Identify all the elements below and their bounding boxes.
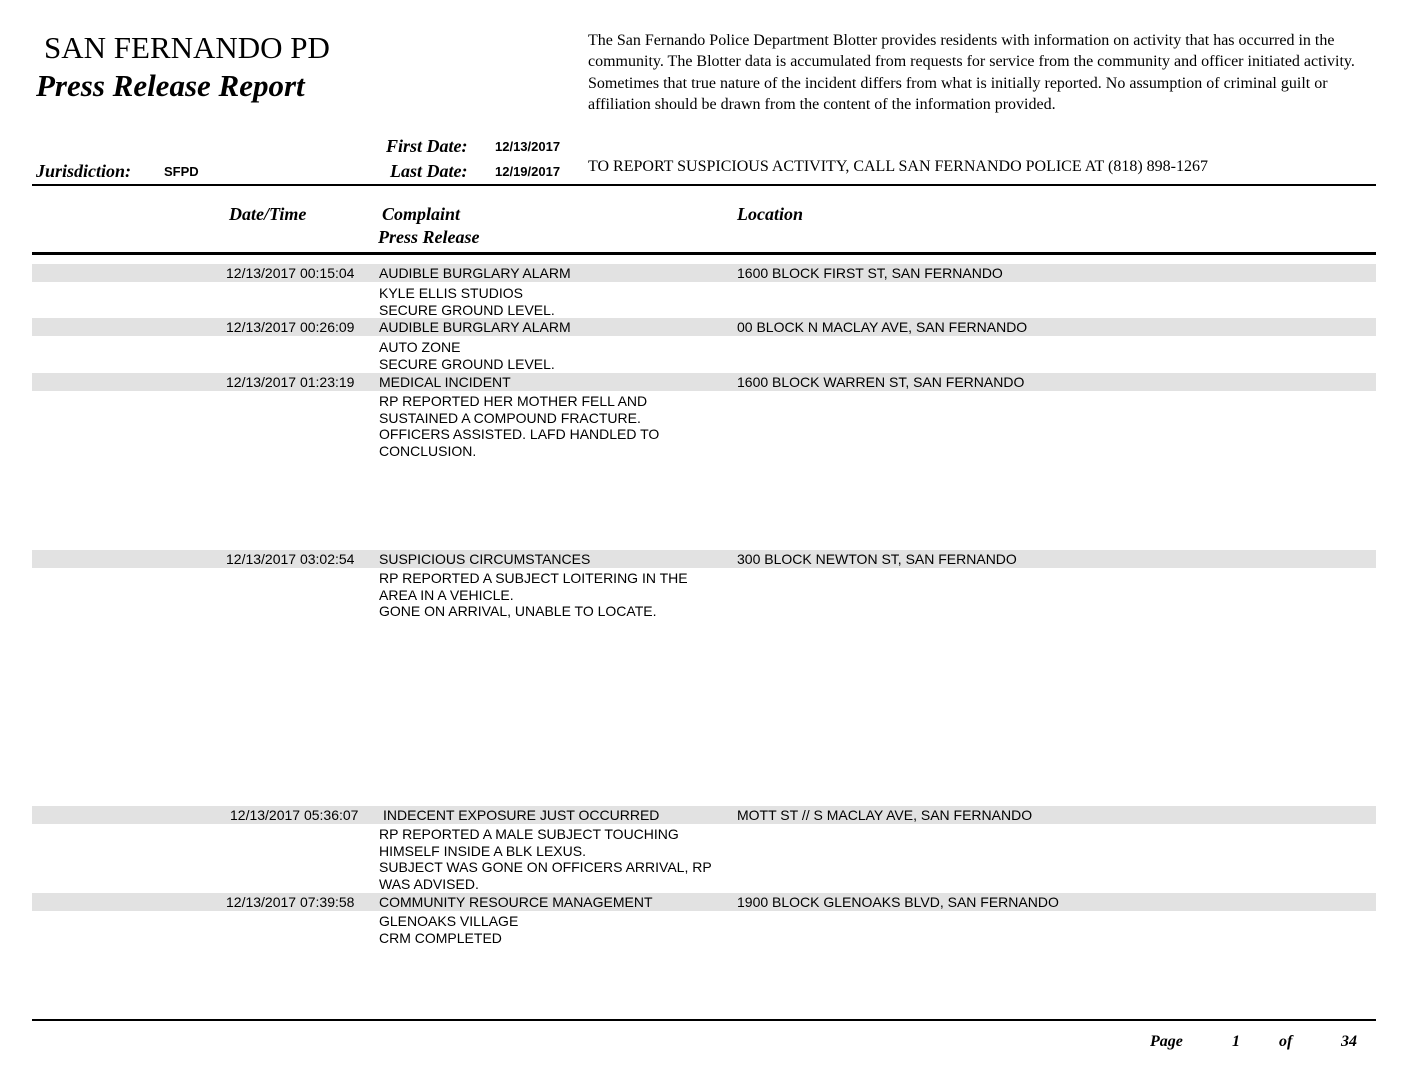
of-label: of: [1279, 1033, 1293, 1050]
entry-location: 1600 BLOCK FIRST ST, SAN FERNANDO: [737, 265, 1003, 281]
first-date-value: 12/13/2017: [495, 139, 561, 154]
entry-location: 00 BLOCK N MACLAY AVE, SAN FERNANDO: [737, 319, 1028, 335]
entry-datetime: 12/13/2017 00:26:09: [226, 319, 355, 335]
page-label: Page: [1150, 1033, 1183, 1050]
report-notice: TO REPORT SUSPICIOUS ACTIVITY, CALL SAN FERNANDO POLICE AT (818) 898-1267: [588, 158, 1208, 175]
jurisdiction-value: SFPD: [164, 164, 199, 179]
footer-divider: [32, 1019, 1376, 1021]
entry-complaint: COMMUNITY RESOURCE MANAGEMENT: [379, 894, 653, 910]
entry-complaint: AUDIBLE BURGLARY ALARM: [379, 319, 571, 335]
entry-press-release: AUTO ZONE SECURE GROUND LEVEL.: [379, 339, 555, 372]
entry-complaint: INDECENT EXPOSURE JUST OCCURRED: [383, 807, 660, 823]
entry-datetime: 12/13/2017 07:39:58: [226, 894, 355, 910]
last-date-label: Last Date:: [390, 161, 468, 181]
entry-complaint: SUSPICIOUS CIRCUMSTANCES: [379, 551, 591, 567]
entry-datetime: 12/13/2017 03:02:54: [226, 551, 355, 567]
column-header-press-release: Press Release: [378, 227, 480, 247]
column-header-divider: [32, 252, 1376, 255]
entry-complaint: MEDICAL INCIDENT: [379, 374, 511, 390]
entry-complaint: AUDIBLE BURGLARY ALARM: [379, 265, 571, 281]
org-name: SAN FERNANDO PD: [44, 30, 330, 65]
first-date-label: First Date:: [386, 136, 468, 156]
column-header-complaint: Complaint: [382, 204, 461, 224]
entry-datetime: 12/13/2017 05:36:07: [230, 807, 359, 823]
entry-press-release: GLENOAKS VILLAGE CRM COMPLETED: [379, 913, 519, 946]
entry-datetime: 12/13/2017 01:23:19: [226, 374, 355, 390]
entry-location: MOTT ST // S MACLAY AVE, SAN FERNANDO: [737, 807, 1033, 823]
entry-press-release: RP REPORTED A MALE SUBJECT TOUCHING HIMSELF INSIDE A BLK LEXUS. SUBJECT WAS GONE ON OFFICERS ARRIVAL, RP WAS ADVISED.: [379, 826, 712, 892]
page-current: 1: [1232, 1033, 1240, 1050]
header-divider: [32, 184, 1376, 186]
entry-press-release: RP REPORTED HER MOTHER FELL AND SUSTAINED A COMPOUND FRACTURE. OFFICERS ASSISTED. LAFD HANDLED TO CONCLUSION.: [379, 393, 660, 459]
entry-datetime: 12/13/2017 00:15:04: [226, 265, 355, 281]
column-header-location: Location: [737, 204, 803, 224]
disclaimer-text: The San Fernando Police Department Blotter provides residents with information on activity that has occurred in the community. The Blotter data is accumulated from requests for service from the community and officer initiated activity. Sometimes that true nature of the incident differs from what is initially reported. No assumption of criminal guilt or affiliation should be drawn from the content of the information provided.: [588, 32, 1355, 114]
column-header-datetime: Date/Time: [229, 204, 307, 224]
report-title: Press Release Report: [36, 68, 305, 103]
entry-press-release: KYLE ELLIS STUDIOS SECURE GROUND LEVEL.: [379, 285, 555, 318]
page-total: 34: [1341, 1033, 1357, 1050]
entry-location: 1900 BLOCK GLENOAKS BLVD, SAN FERNANDO: [737, 894, 1059, 910]
jurisdiction-label: Jurisdiction:: [36, 161, 132, 181]
entry-location: 1600 BLOCK WARREN ST, SAN FERNANDO: [737, 374, 1025, 390]
entry-location: 300 BLOCK NEWTON ST, SAN FERNANDO: [737, 551, 1017, 567]
last-date-value: 12/19/2017: [495, 164, 561, 179]
entry-press-release: RP REPORTED A SUBJECT LOITERING IN THE AREA IN A VEHICLE. GONE ON ARRIVAL, UNABLE TO LOCATE.: [379, 570, 688, 619]
